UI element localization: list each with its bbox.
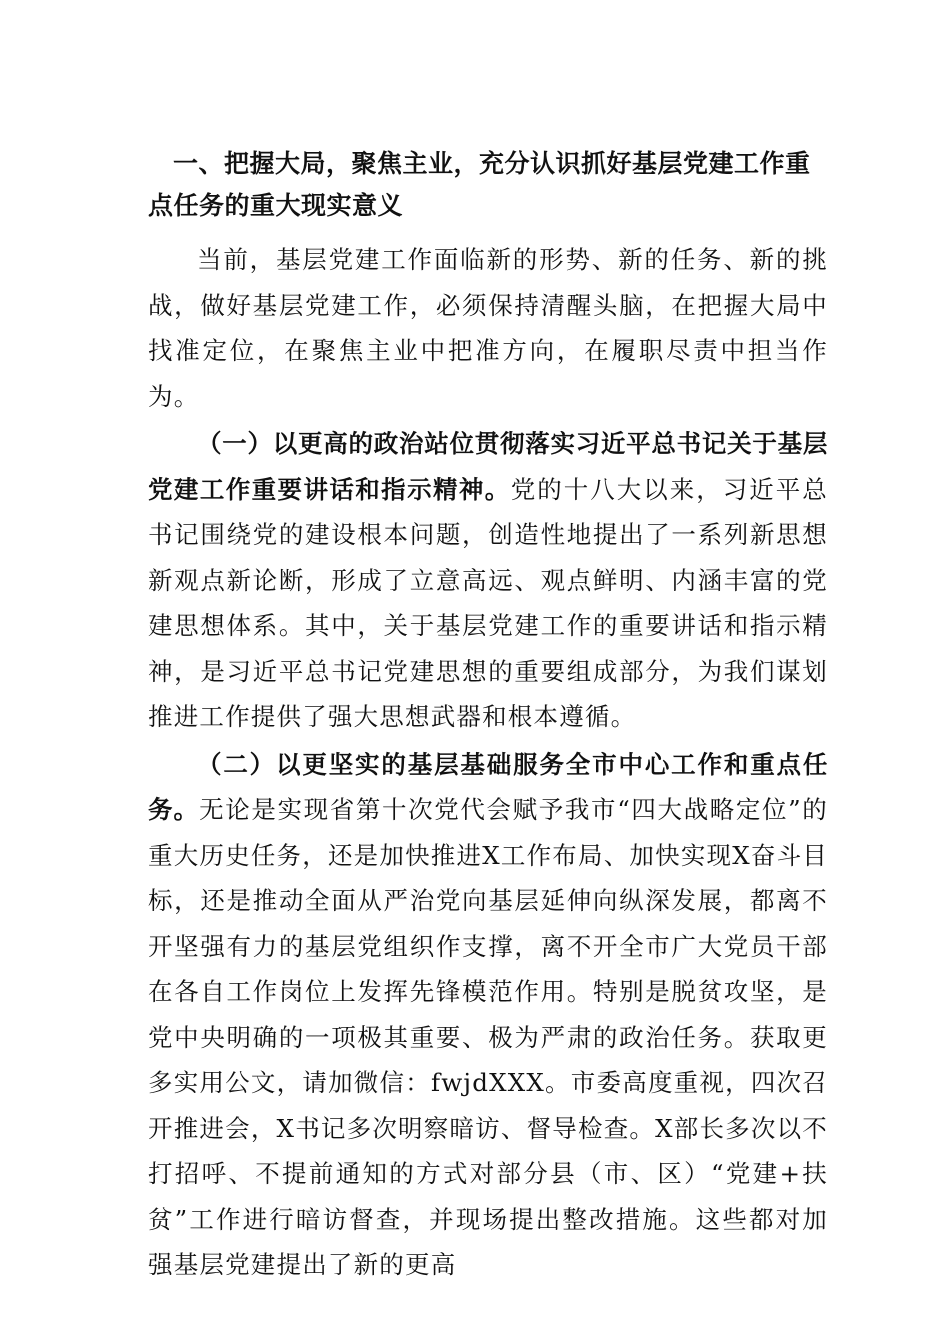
paragraph-one-text: 党的十八大以来，习近平总书记围绕党的建设根本问题，创造性地提出了一系列新思想新观点新论断，形成了立意高远、观点鲜明、内涵丰富的党建思想体系。其中，关于基层党建工作的重要讲话和指示精神，是习近平总书记党建思想的重要组成部分，为我们谋划推进工作提供了强大思想武器和根本遵循。 bbox=[148, 474, 828, 731]
paragraph-intro bbox=[148, 237, 828, 419]
document-body bbox=[148, 143, 828, 1288]
paragraph-two-lead: （二）以更坚实的基层基础服务全市中心工作和重点任务。 bbox=[148, 749, 828, 824]
paragraph-two bbox=[148, 742, 828, 1288]
paragraph-one-lead: （一）以更高的政治站位贯彻落实习近平总书记关于基层党建工作重要讲话和指示精神。 bbox=[148, 429, 828, 504]
section-heading: 一、把握大局，聚焦主业，充分认识抓好基层党建工作重点任务的重大现实意义 bbox=[148, 149, 811, 220]
paragraph-two-text: 无论是实现省第十次党代会赋予我市“四大战略定位”的重大历史任务，还是加快推进X工作布局、加快实现X奋斗目标，还是推动全面从严治党向基层延伸向纵深发展，都离不开坚强有力的基层党组织作支撑，离不开全市广大党员干部在各自工作岗位上发挥先锋模范作用。特别是脱贫攻坚，是党中央明确的一项极其重要、极为严肃的政治任务。获取更多实用公文，请加微信：fwjdXXX。市委高度重视，四次召开推进会，X书记多次明察暗访、督导检查。X部长多次以不打招呼、不提前通知的方式对部分县（市、区）“党建+扶贫”工作进行暗访督查，并现场提出整改措施。这些都对加强基层党建提出了新的更高 bbox=[148, 795, 828, 1279]
paragraph-one bbox=[148, 421, 828, 740]
paragraph-intro-text: 当前，基层党建工作面临新的形势、新的任务、新的挑战，做好基层党建工作，必须保持清醒头脑，在把握大局中找准定位，在聚焦主业中把准方向，在履职尽责中担当作为。 bbox=[148, 245, 828, 411]
